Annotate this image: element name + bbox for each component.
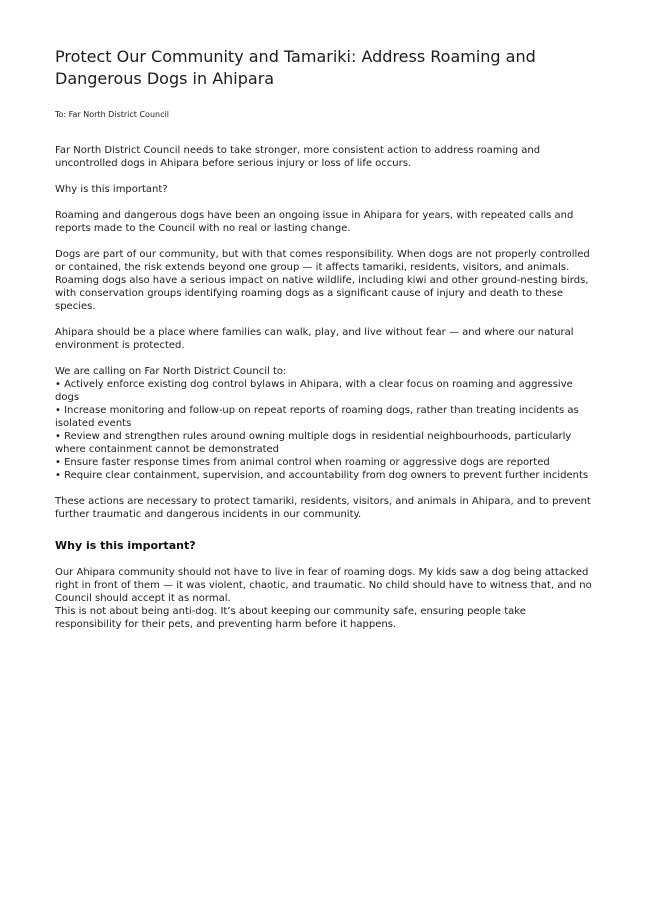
bullet-require-containment: • Require clear containment, supervision, and accountability from dog owners to prevent further incidents [55,470,589,481]
petition-title: Protect Our Community and Tamariki: Address Roaming and Dangerous Dogs in Ahipara [55,47,536,88]
bullet-enforce-bylaws: • Actively enforce existing dog control bylaws in Ahipara, with a clear focus on roaming and aggressive dogs [55,379,573,403]
recipient-line: To: Far North District Council [55,110,169,119]
calling-intro-line: We are calling on Far North District Council to: [55,366,287,377]
responsibility-paragraph: Dogs are part of our community, but with that comes responsibility. When dogs are not properly controlled or contained, the risk extends beyond one group — it affects tamariki, residents, visitors, and animals. Roaming dogs also have a serious impact on native wildlife, including kiwi and other ground-nesting birds, with conservation groups identifying roaming dogs as a significant cause of injury and death to these species. [55,249,590,312]
why-question-line: Why is this important? [55,184,168,195]
closing-paragraph [55,566,592,631]
history-paragraph: Roaming and dangerous dogs have been an ongoing issue in Ahipara for years, with repeated calls and reports made to the Council with no real or lasting change. [55,210,574,234]
why-important-heading: Why is this important? [55,539,196,552]
bullet-review-rules: • Review and strengthen rules around owning multiple dogs in residential neighbourhoods, particularly where containment cannot be demonstrated [55,431,572,455]
calling-on-council-block [55,365,592,482]
necessary-actions-paragraph: These actions are necessary to protect tamariki, residents, visitors, and animals in Ahipara, and to prevent further traumatic and dangerous incidents in our community. [55,496,591,520]
closing-not-anti-dog-line: This is not about being anti-dog. It’s about keeping our community safe, ensuring people take responsibility for their pets, and preventing harm before it happens. [55,606,526,630]
bullet-increase-monitoring: • Increase monitoring and follow-up on repeat reports of roaming dogs, rather than treating incidents as isolated events [55,405,579,429]
closing-personal-story-line: Our Ahipara community should not have to live in fear of roaming dogs. My kids saw a dog being attacked right in front of them — it was violent, chaotic, and traumatic. No child should have to witness that, and no Council should accept it as normal. [55,567,592,604]
vision-paragraph: Ahipara should be a place where families can walk, play, and live without fear — and where our natural environment is protected. [55,327,574,351]
intro-paragraph: Far North District Council needs to take stronger, more consistent action to address roaming and uncontrolled dogs in Ahipara before serious injury or loss of life occurs. [55,145,541,169]
bullet-faster-response: • Ensure faster response times from animal control when roaming or aggressive dogs are reported [55,457,550,468]
